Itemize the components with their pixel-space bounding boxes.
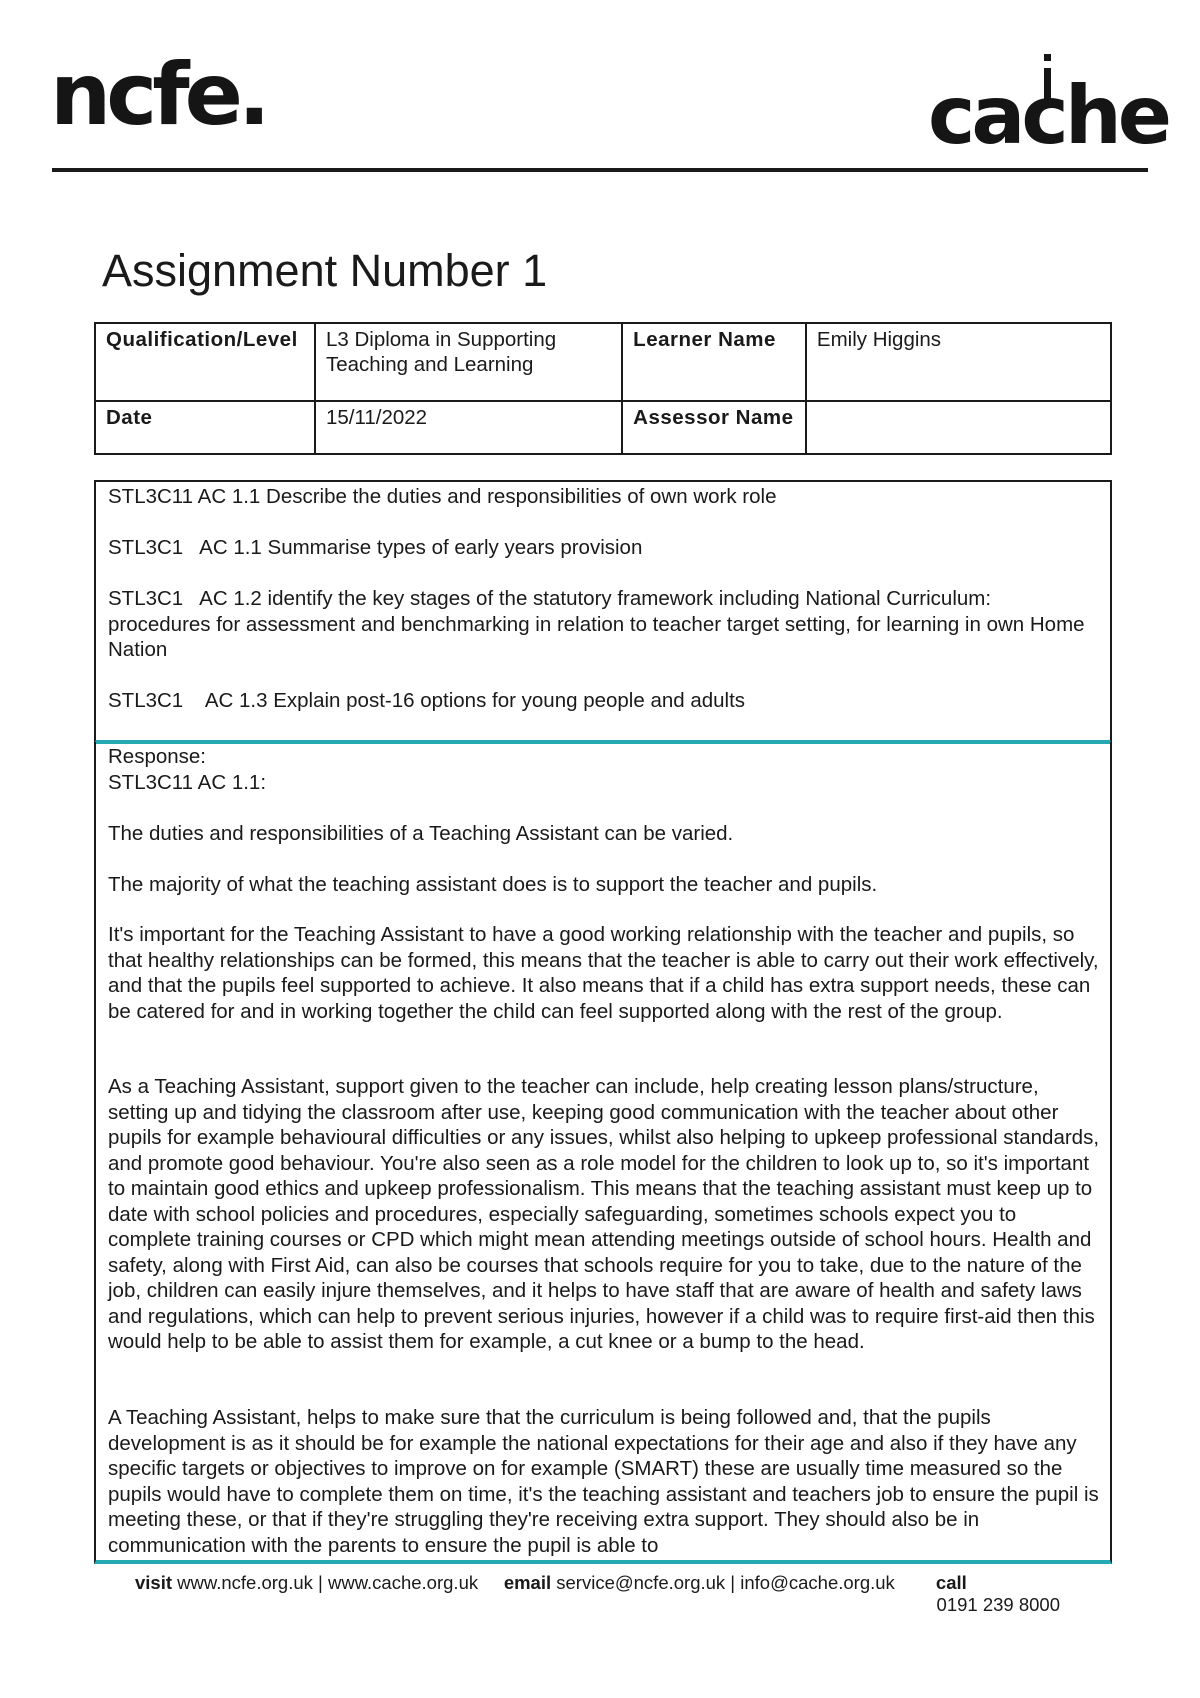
criteria-item: STL3C1 AC 1.2 identify the key stages of the statutory framework including National Curriculum: procedures for assessment and benchmarking in relation to teacher target setting, for learning in own Home Nation xyxy=(108,587,1091,661)
learner-name-value: Emily Higgins xyxy=(806,323,1111,401)
response-paragraph: The majority of what the teaching assistant does is to support the teacher and pupils. xyxy=(108,873,878,896)
response-paragraph: It's important for the Teaching Assistant to have a good working relationship with the teacher and pupils, so that healthy relationships can be formed, this means that the teacher is able to carry out their work effectively, and that the pupils feel supported to achieve. It also means that if a child has extra support needs, these can be catered for and in working together the child can feel supported along with the rest of the group. xyxy=(108,923,1099,1023)
footer-contact-line xyxy=(135,1572,967,1593)
footer-email-label: email xyxy=(503,1572,552,1593)
qualification-value: L3 Diploma in Supporting Teaching and Learning xyxy=(315,323,622,401)
response-paragraph: A Teaching Assistant, helps to make sure that the curriculum is being followed and, that the pupils development is as it should be for example the national expectations for their age and also if they have any specific targets or objectives to improve on for example (SMART) these are usually time measured so the pupils would have to complete them on time, it's the teaching assistant and teachers job to ensure the pupil is meeting these, or that if they're struggling they're receiving extra support. They should also be in communication with the parents to ensure the pupil is able to xyxy=(108,1406,1099,1557)
response-heading: Response: xyxy=(108,745,207,768)
footer-visit-label: visit xyxy=(135,1572,173,1593)
qualification-label: Qualification/Level xyxy=(95,323,315,401)
criteria-item: STL3C1 AC 1.3 Explain post-16 options for young people and adults xyxy=(108,689,746,712)
header-divider xyxy=(52,168,1148,172)
table-row xyxy=(95,323,1111,401)
date-value: 15/11/2022 xyxy=(315,401,622,454)
footer-call-label: call xyxy=(935,1572,967,1593)
assessor-name-value xyxy=(806,401,1111,454)
table-row xyxy=(95,401,1111,454)
assessment-criteria-box xyxy=(94,480,1112,744)
footer-visit-links[interactable]: www.ncfe.org.uk | www.cache.org.uk xyxy=(177,1572,479,1593)
page-title: Assignment Number 1 xyxy=(102,245,548,296)
assignment-info-table xyxy=(94,322,1112,455)
cache-logo xyxy=(928,48,1169,162)
footer-phone: 0191 239 8000 xyxy=(936,1594,1060,1615)
cache-logo-text: cache xyxy=(928,69,1169,162)
ncfe-logo: ncfe. xyxy=(50,45,266,145)
criteria-item: STL3C11 AC 1.1 Describe the duties and responsibilities of own work role xyxy=(108,485,777,508)
date-label: Date xyxy=(95,401,315,454)
assessor-name-label: Assessor Name xyxy=(622,401,806,454)
response-box xyxy=(94,742,1112,1564)
footer-email-links[interactable]: service@ncfe.org.uk | info@cache.org.uk xyxy=(556,1572,895,1593)
learner-name-label: Learner Name xyxy=(622,323,806,401)
response-paragraph: As a Teaching Assistant, support given to the teacher can include, help creating lesson plans/structure, setting up and tidying the classroom after use, keeping good communication with the teacher about other pupils for example behavioural difficulties or any issues, whilst also helping to upkeep professional standards, and promote good behaviour. You're also seen as a role model for the children to look up to, so it's important to maintain good ethics and upkeep professionalism. This means that the teaching assistant must keep up to date with school policies and procedures, especially safeguarding, sometimes schools expect you to complete training courses or CPD which might mean attending meetings outside of school hours. Health and safety, along with First Aid, can also be courses that schools require for you to take, due to the nature of the job, children can easily injure themselves, and it helps to have staff that are aware of health and safety laws and regulations, which can help to prevent serious injuries, however if a child was to require first-aid then this would help to be able to assist them for example, a cut knee or a bump to the head. xyxy=(108,1075,1100,1353)
response-paragraph: The duties and responsibilities of a Teaching Assistant can be varied. xyxy=(108,822,734,845)
response-subheading: STL3C11 AC 1.1: xyxy=(108,771,267,794)
criteria-item: STL3C1 AC 1.1 Summarise types of early years provision xyxy=(108,536,643,559)
